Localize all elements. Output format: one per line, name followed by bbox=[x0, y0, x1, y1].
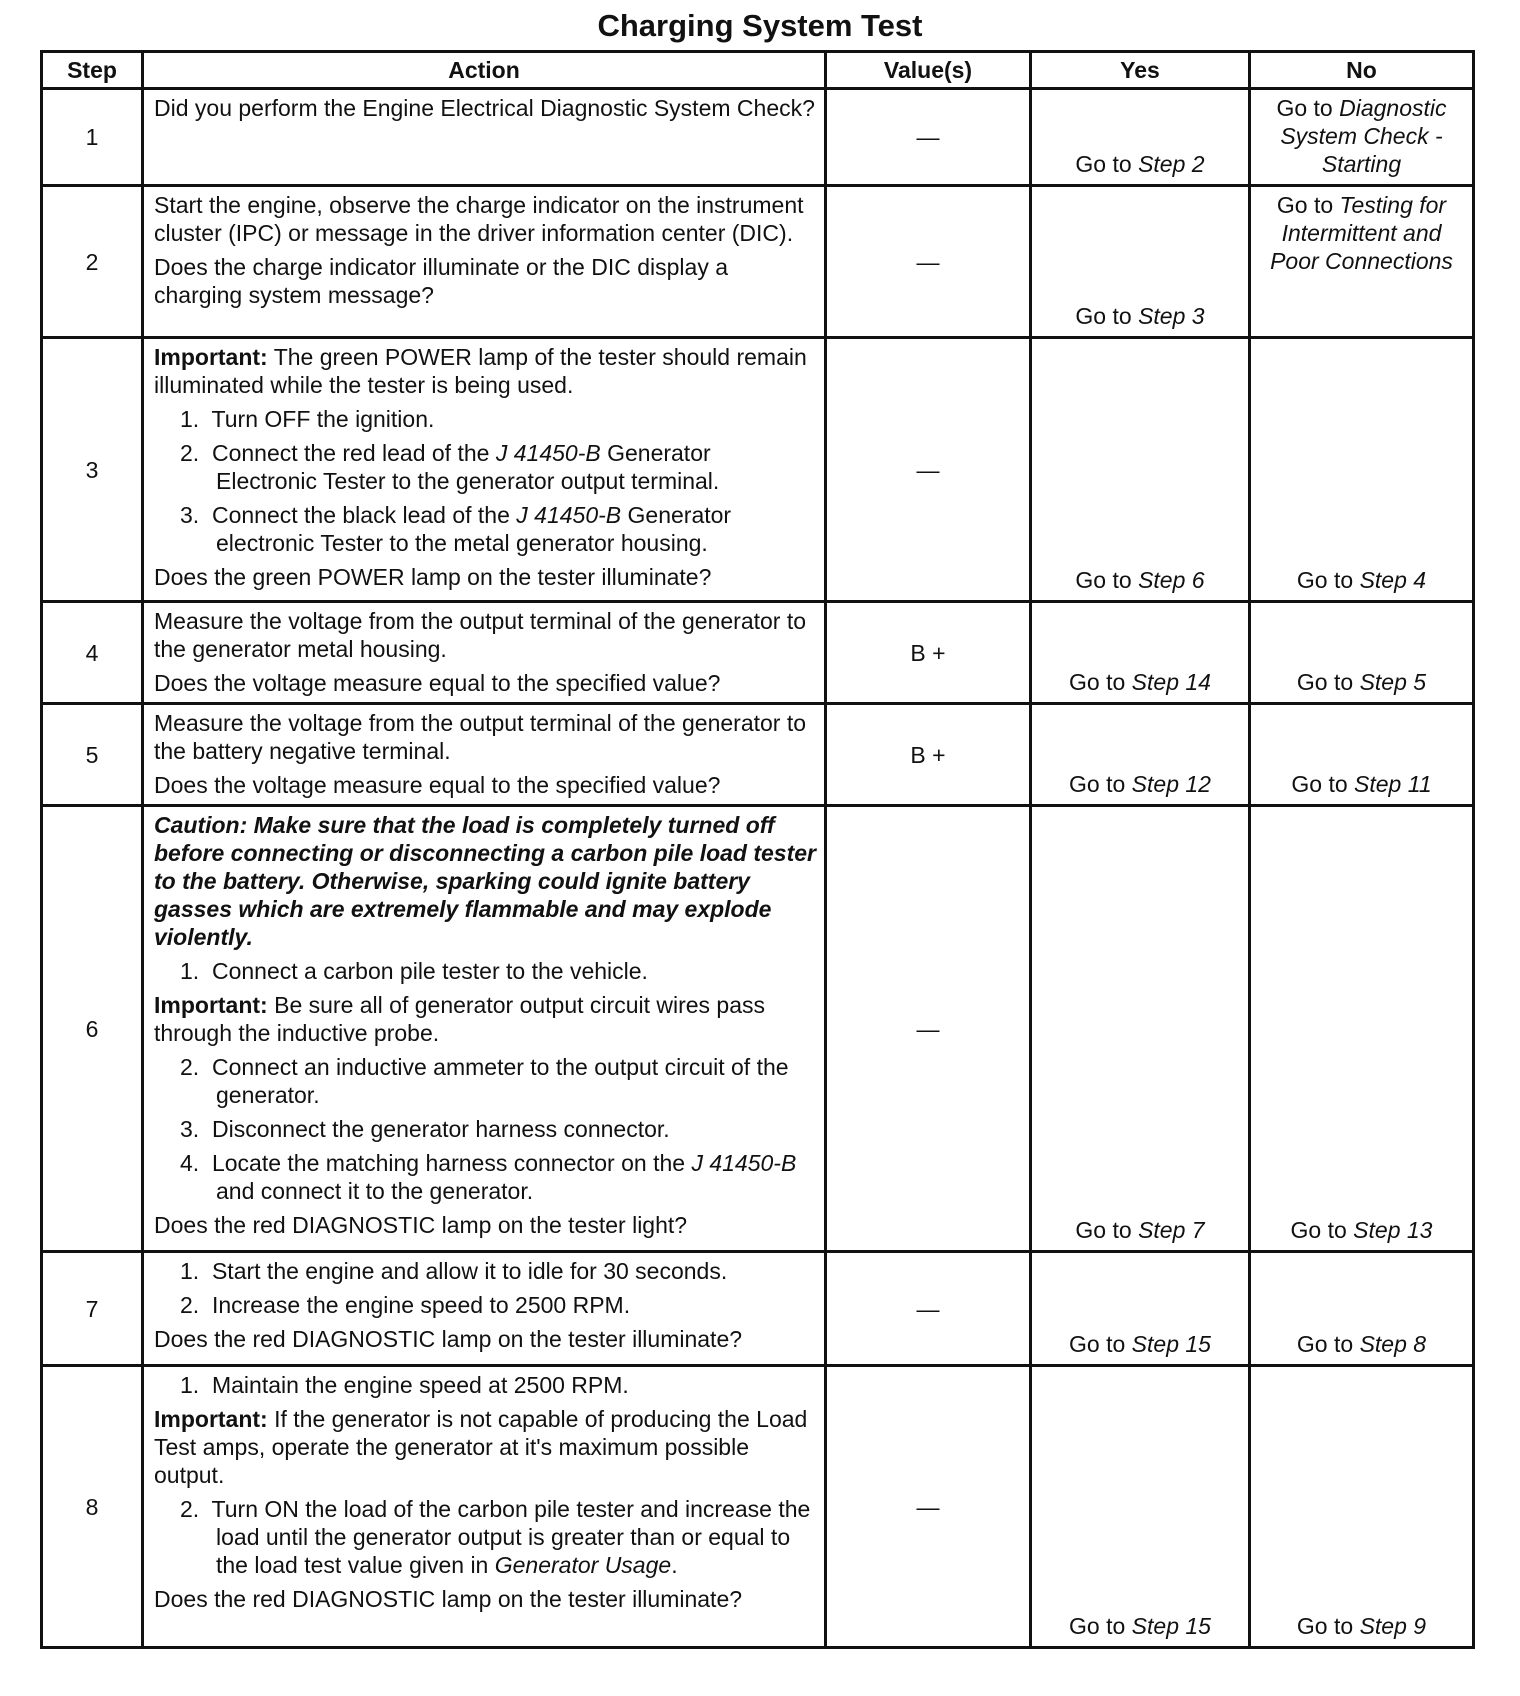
yes-cell bbox=[1031, 602, 1250, 704]
yes-cell bbox=[1031, 1252, 1250, 1366]
item-number: 3. bbox=[180, 502, 212, 528]
instruction-text bbox=[154, 771, 816, 799]
goto-target: Step 4 bbox=[1359, 567, 1427, 593]
goto-target: Step 5 bbox=[1359, 669, 1427, 695]
numbered-instruction bbox=[154, 1257, 816, 1285]
text-run: Generator Electronic Tester to the generator output terminal. bbox=[216, 440, 720, 494]
item-number: 1. bbox=[180, 958, 212, 984]
text-run: Generator electronic Tester to the metal generator housing. bbox=[216, 502, 732, 556]
page-title: Charging System Test bbox=[597, 8, 923, 43]
table-row bbox=[42, 1252, 1474, 1366]
goto-text: Go to bbox=[1069, 771, 1132, 797]
text-run: The green POWER lamp of the tester should remain illuminated while the tester is being used. bbox=[154, 344, 807, 398]
goto-target: Step 9 bbox=[1359, 1613, 1427, 1639]
item-number: 1. bbox=[180, 1258, 212, 1284]
instruction-text bbox=[154, 669, 816, 697]
table-body bbox=[42, 89, 1474, 1648]
text-run: Did you perform the Engine Electrical Diagnostic System Check? bbox=[154, 95, 815, 121]
goto-target: Step 13 bbox=[1353, 1217, 1433, 1243]
yes-cell bbox=[1031, 89, 1250, 186]
action-cell bbox=[143, 1366, 826, 1648]
text-run: Connect the red lead of the bbox=[211, 440, 496, 466]
table-row bbox=[42, 602, 1474, 704]
step-cell: 5 bbox=[42, 704, 143, 806]
no-cell bbox=[1250, 704, 1474, 806]
yes-cell bbox=[1031, 1366, 1250, 1648]
step-cell: 4 bbox=[42, 602, 143, 704]
instruction-text bbox=[154, 563, 816, 591]
no-cell bbox=[1250, 602, 1474, 704]
numbered-instruction bbox=[154, 1371, 816, 1399]
numbered-instruction bbox=[154, 501, 816, 557]
goto-text: Go to bbox=[1291, 771, 1355, 797]
value-cell: — bbox=[826, 1366, 1031, 1648]
italic-text: J 41450-B bbox=[516, 502, 622, 528]
header-step: Step bbox=[42, 52, 143, 89]
value-cell: — bbox=[826, 806, 1031, 1252]
numbered-instruction bbox=[154, 1149, 816, 1205]
goto-text: Go to bbox=[1069, 669, 1132, 695]
goto-text: Go to bbox=[1075, 1217, 1139, 1243]
text-run: Does the charge indicator illuminate or the DIC display a charging system message? bbox=[154, 254, 729, 308]
charging-system-test-table bbox=[40, 50, 1475, 1649]
no-cell bbox=[1250, 186, 1474, 338]
bold-label: Important: bbox=[154, 992, 268, 1018]
instruction-text bbox=[154, 1325, 816, 1353]
goto-target: Step 15 bbox=[1131, 1613, 1211, 1639]
goto-target: Step 11 bbox=[1354, 771, 1432, 797]
text-run: Connect an inductive ammeter to the output circuit of the generator. bbox=[211, 1054, 789, 1108]
no-cell bbox=[1250, 1252, 1474, 1366]
yes-cell bbox=[1031, 806, 1250, 1252]
goto-target: Step 14 bbox=[1131, 669, 1211, 695]
text-run: Connect the black lead of the bbox=[211, 502, 517, 528]
header-action: Action bbox=[143, 52, 826, 89]
value-cell: — bbox=[826, 89, 1031, 186]
no-cell bbox=[1250, 89, 1474, 186]
table-header-row bbox=[42, 52, 1474, 89]
numbered-instruction bbox=[154, 1291, 816, 1319]
goto-target: Step 12 bbox=[1131, 771, 1211, 797]
goto-target: Step 6 bbox=[1138, 567, 1205, 593]
step-cell: 7 bbox=[42, 1252, 143, 1366]
text-run: Disconnect the generator harness connector. bbox=[211, 1116, 670, 1142]
goto-text: Go to bbox=[1290, 1217, 1354, 1243]
text-run: Locate the matching harness connector on the bbox=[211, 1150, 692, 1176]
no-cell bbox=[1250, 338, 1474, 602]
yes-cell bbox=[1031, 704, 1250, 806]
goto-text: Go to bbox=[1296, 669, 1360, 695]
item-number: 4. bbox=[180, 1150, 212, 1176]
bold-label: Important: bbox=[154, 1406, 268, 1432]
numbered-instruction bbox=[154, 1495, 816, 1579]
item-number: 2. bbox=[180, 440, 212, 466]
numbered-instruction bbox=[154, 439, 816, 495]
goto-target: Step 15 bbox=[1131, 1331, 1211, 1357]
text-run: Does the red DIAGNOSTIC lamp on the tester light? bbox=[154, 1212, 688, 1238]
instruction-text bbox=[154, 991, 816, 1047]
text-run: Turn OFF the ignition. bbox=[211, 406, 435, 432]
value-cell: — bbox=[826, 338, 1031, 602]
text-run: Increase the engine speed to 2500 RPM. bbox=[211, 1292, 631, 1318]
table-row bbox=[42, 1366, 1474, 1648]
step-cell: 8 bbox=[42, 1366, 143, 1648]
numbered-instruction bbox=[154, 957, 816, 985]
item-number: 1. bbox=[180, 406, 212, 432]
text-run: Does the green POWER lamp on the tester illuminate? bbox=[154, 564, 712, 590]
text-run: Connect a carbon pile tester to the vehicle. bbox=[211, 958, 648, 984]
item-number: 3. bbox=[180, 1116, 212, 1142]
text-run: Does the red DIAGNOSTIC lamp on the tester illuminate? bbox=[154, 1326, 743, 1352]
goto-text: Go to bbox=[1075, 151, 1139, 177]
text-run: Does the voltage measure equal to the specified value? bbox=[154, 670, 721, 696]
instruction-text bbox=[154, 191, 816, 247]
goto-target: Step 8 bbox=[1359, 1331, 1427, 1357]
table-row bbox=[42, 186, 1474, 338]
instruction-text bbox=[154, 607, 816, 663]
step-cell: 2 bbox=[42, 186, 143, 338]
text-run: Maintain the engine speed at 2500 RPM. bbox=[211, 1372, 629, 1398]
text-run: . bbox=[671, 1552, 678, 1578]
italic-text: J 41450-B bbox=[495, 440, 601, 466]
goto-text: Go to bbox=[1075, 303, 1139, 329]
text-run: Start the engine and allow it to idle for 30 seconds. bbox=[211, 1258, 728, 1284]
action-cell bbox=[143, 186, 826, 338]
text-run: Measure the voltage from the output terminal of the generator to the battery negative terminal. bbox=[154, 710, 807, 764]
instruction-text bbox=[154, 94, 816, 122]
action-cell bbox=[143, 602, 826, 704]
goto-target: Diagnostic System Check - Starting bbox=[1280, 95, 1447, 177]
action-cell bbox=[143, 89, 826, 186]
table-row bbox=[42, 704, 1474, 806]
text-run: Does the voltage measure equal to the specified value? bbox=[154, 772, 721, 798]
italic-text: Generator Usage bbox=[494, 1552, 672, 1578]
header-values: Value(s) bbox=[826, 52, 1031, 89]
value-cell: B + bbox=[826, 704, 1031, 806]
numbered-instruction bbox=[154, 1053, 816, 1109]
goto-text: Go to bbox=[1296, 567, 1360, 593]
text-run: Measure the voltage from the output terminal of the generator to the generator metal housing. bbox=[154, 608, 807, 662]
value-cell: — bbox=[826, 1252, 1031, 1366]
goto-text: Go to bbox=[1075, 567, 1139, 593]
numbered-instruction bbox=[154, 405, 816, 433]
step-cell: 3 bbox=[42, 338, 143, 602]
instruction-text bbox=[154, 253, 816, 309]
caution-text bbox=[154, 811, 816, 951]
table-row bbox=[42, 806, 1474, 1252]
text-run: If the generator is not capable of producing the Load Test amps, operate the generator at it's maximum possible output. bbox=[154, 1406, 808, 1488]
header-yes: Yes bbox=[1031, 52, 1250, 89]
instruction-text bbox=[154, 1585, 816, 1613]
text-run: Turn ON the load of the carbon pile tester and increase the load until the generator output is greater than or equal to the load test value given in bbox=[211, 1496, 811, 1578]
action-cell bbox=[143, 338, 826, 602]
goto-target: Step 2 bbox=[1138, 151, 1205, 177]
no-cell bbox=[1250, 806, 1474, 1252]
value-cell: B + bbox=[826, 602, 1031, 704]
numbered-instruction bbox=[154, 1115, 816, 1143]
goto-text: Go to bbox=[1296, 1331, 1360, 1357]
italic-text: J 41450-B bbox=[691, 1150, 797, 1176]
action-cell bbox=[143, 704, 826, 806]
goto-text: Go to bbox=[1296, 1613, 1360, 1639]
text-run: Does the red DIAGNOSTIC lamp on the tester illuminate? bbox=[154, 1586, 743, 1612]
text-run: Start the engine, observe the charge indicator on the instrument cluster (IPC) or message in the driver information center (DIC). bbox=[154, 192, 804, 246]
table-row bbox=[42, 89, 1474, 186]
instruction-text bbox=[154, 343, 816, 399]
value-cell: — bbox=[826, 186, 1031, 338]
table-row bbox=[42, 338, 1474, 602]
goto-target: Step 7 bbox=[1138, 1217, 1205, 1243]
goto-text: Go to bbox=[1276, 95, 1340, 121]
action-cell bbox=[143, 1252, 826, 1366]
text-run: Caution: Make sure that the load is completely turned off before connecting or disconnecting a carbon pile load tester to the battery. Otherwise, sparking could ignite battery gasses which are extremely flammable and may explode violently. bbox=[154, 812, 817, 950]
bold-label: Important: bbox=[154, 344, 268, 370]
goto-target: Step 3 bbox=[1138, 303, 1205, 329]
goto-target: Testing for Intermittent and Poor Connections bbox=[1270, 192, 1453, 274]
no-cell bbox=[1250, 1366, 1474, 1648]
instruction-text bbox=[154, 1211, 816, 1239]
item-number: 1. bbox=[180, 1372, 212, 1398]
text-run: and connect it to the generator. bbox=[216, 1178, 534, 1204]
step-cell: 6 bbox=[42, 806, 143, 1252]
goto-text: Go to bbox=[1069, 1331, 1132, 1357]
item-number: 2. bbox=[180, 1054, 212, 1080]
item-number: 2. bbox=[180, 1496, 212, 1522]
yes-cell bbox=[1031, 186, 1250, 338]
instruction-text bbox=[154, 1405, 816, 1489]
goto-text: Go to bbox=[1276, 192, 1340, 218]
item-number: 2. bbox=[180, 1292, 212, 1318]
step-cell: 1 bbox=[42, 89, 143, 186]
instruction-text bbox=[154, 709, 816, 765]
yes-cell bbox=[1031, 338, 1250, 602]
text-run: Be sure all of generator output circuit wires pass through the inductive probe. bbox=[154, 992, 766, 1046]
action-cell bbox=[143, 806, 826, 1252]
goto-text: Go to bbox=[1069, 1613, 1132, 1639]
header-no: No bbox=[1250, 52, 1474, 89]
